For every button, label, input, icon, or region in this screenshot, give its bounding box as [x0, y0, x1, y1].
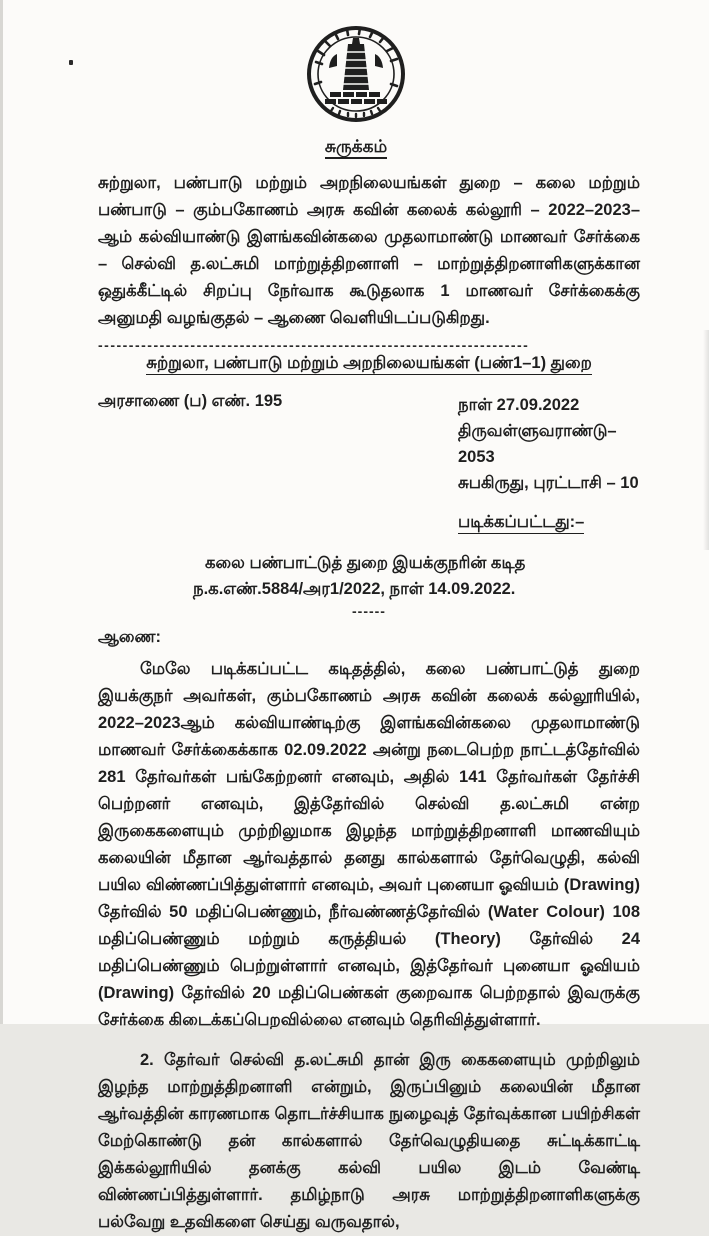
order-date: நாள் 27.09.2022	[458, 396, 580, 414]
abstract-caption-text: சுருக்கம்	[325, 137, 387, 159]
tamil-calendar-date: சுபகிருது, புரட்டாசி – 10	[458, 474, 639, 492]
document-body	[3, 170, 709, 1236]
order-date-block	[458, 392, 640, 535]
order-paragraph-2: 2. தேர்வர் செல்வி த.லட்சுமி தான் இரு கைகளையும் முற்றிலும் இழந்த மாற்றுத்திறனாளி என்றும், இருப்பினும் கலையின் மீதான ஆர்வத்தின் காரணமாக தொடர்ச்சியாக நுழைவுத் தேர்வுக்கான பயிற்சிகள் மேற்கொண்டு தன் கால்களால் தேர்வெழுதியதை சுட்டிக்காட்டி இக்கல்லூரியில் தனக்கு கல்வி பயில இடம் வேண்டி விண்ணப்பித்துள்ளார். தமிழ்நாடு அரசு மாற்றுத்திறனாளிகளுக்கு பல்வேறு உதவிகளை செய்து வருவதால்,	[98, 1051, 640, 1231]
thiruvalluvar-year: திருவள்ளுவராண்டு–2053	[458, 422, 617, 466]
abstract-paragraph: சுற்றுலா, பண்பாடு மற்றும் அறநிலையங்கள் துறை – கலை மற்றும் பண்பாடு – கும்பகோணம் அரசு கவின் கலைக் கல்லூரி – 2022–2023–ஆம் கல்வியாண்டு இளங்கவின்கலை முதலாமாண்டு மாணவர் சேர்க்கை – செல்வி த.லட்சுமி மாற்றுத்திறனாளி – மாற்றுத்திறனாளிகளுக்கான ஒதுக்கீட்டில் சிறப்பு நேர்வாக கூடுதலாக 1 மாணவர் சேர்க்கைக்கு அனுமதி வழங்குதல் – ஆணை வெளியிடப்படுகிறது.	[98, 174, 640, 327]
scan-artifact-smudge	[703, 330, 709, 550]
reference-line-1: கலை பண்பாட்டுத் துறை இயக்குநரின் கடித	[205, 554, 526, 572]
department-heading	[98, 354, 640, 375]
department-heading-text: சுற்றுலா, பண்பாடு மற்றும் அறநிலையங்கள் (பண்1–1) துறை	[146, 354, 592, 375]
go-number: அரசாணை (ப) எண். 195	[98, 392, 283, 410]
reference-line-2: ந.க.எண்.5884/அர1/2022, நாள் 14.09.2022.	[193, 580, 516, 598]
short-separator: ------	[352, 603, 386, 619]
reference-block	[193, 550, 553, 602]
scan-artifact-speck	[69, 60, 73, 65]
read-section-heading	[458, 509, 640, 535]
order-header-row	[98, 392, 640, 535]
read-section-heading-text: படிக்கப்பட்டது:–	[458, 513, 584, 534]
dashed-separator: ----------------------------------------------------------------------	[98, 337, 530, 353]
order-heading: ஆணை:	[98, 628, 161, 646]
abstract-caption	[3, 137, 709, 159]
emblem-container	[3, 0, 709, 135]
order-paragraph-1: மேலே படிக்கப்பட்ட கடிதத்தில், கலை பண்பாட்டுத் துறை இயக்குநர் அவர்கள், கும்பகோணம் அரசு கவின் கலைக் கல்லூரியில், 2022–2023ஆம் கல்வியாண்டிற்கு இளங்கவின்கலை முதலாமாண்டு மாணவர் சேர்க்கைக்காக 02.09.2022 அன்று நடைபெற்ற நாட்டத்தேர்வில் 281 தேர்வர்கள் பங்கேற்றனர் எனவும், அதில் 141 தேர்வர்கள் தேர்ச்சி பெற்றனர் எனவும், இத்தேர்வில் செல்வி த.லட்சுமி என்ற இருகைகளையும் முற்றிலுமாக இழந்த மாற்றுத்திறனாளி மாணவியும் கலையின் மீதான ஆர்வத்தால் தனது கால்களால் தேர்வெழுதி, கல்வி பயில விண்ணப்பித்துள்ளார் எனவும், அவர் புனையா ஓவியம் (Drawing) தேர்வில் 50 மதிப்பெண்ணும், நீர்வண்ணத்தேர்வில் (Water Colour) 108 மதிப்பெண்ணும் மற்றும் கருத்தியல் (Theory) தேர்வில் 24 மதிப்பெண்ணும் பெற்றுள்ளார் எனவும், இத்தேர்வர் புனையா ஓவியம் (Drawing) தேர்வில் 20 மதிப்பெண்கள் குறைவாக பெற்றதால் இவருக்கு சேர்க்கை கிடைக்கப்பெறவில்லை எனவும் தெரிவித்துள்ளார்.	[98, 660, 640, 1029]
tamil-nadu-emblem-icon	[297, 24, 415, 130]
